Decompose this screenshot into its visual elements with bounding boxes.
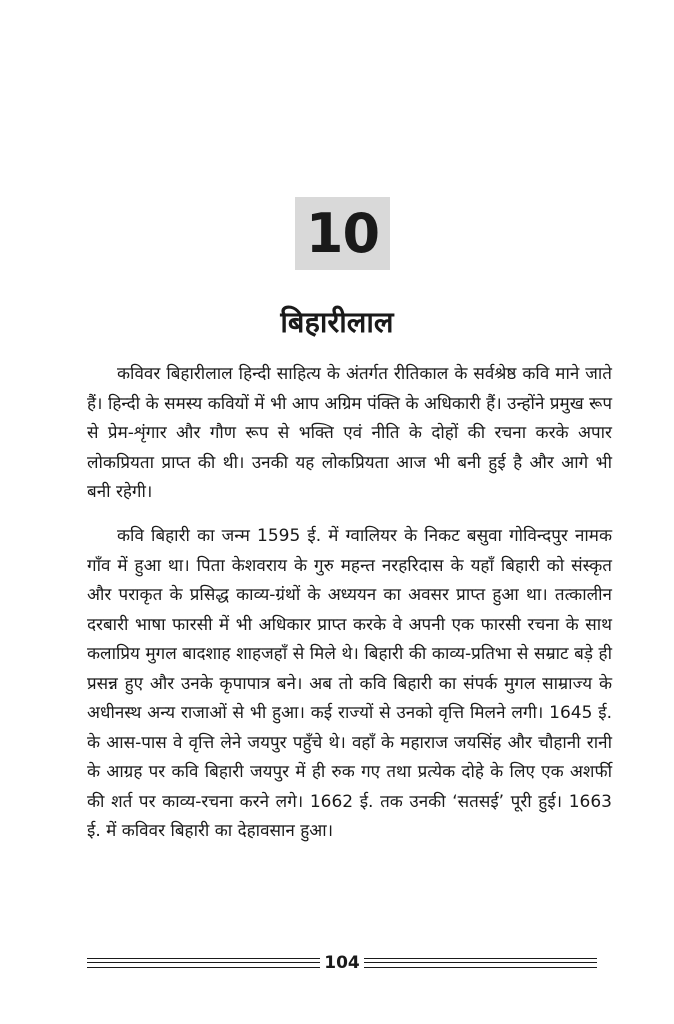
footer-rule-right (364, 958, 597, 968)
chapter-number-box (295, 197, 390, 270)
chapter-title: बिहारीलाल (280, 305, 394, 339)
page-number: 104 (324, 953, 360, 973)
footer-rule-left (87, 958, 320, 968)
page-footer (87, 952, 597, 974)
body-paragraph: कविवर बिहारीलाल हिन्दी साहित्य के अंतर्गत रीतिकाल के सर्वश्रेष्ठ कवि माने जाते हैं। हिन्दी के समस्य कवियों में भी आप अग्रिम पंक्ति के अधिकारी हैं। उन्होंने प्रमुख रूप से प्रेम-शृंगार और गौण रूप से भक्ति एवं नीति के दोहों की रचना करके अपार लोकप्रियता प्राप्त की थी। उनकी यह लोकप्रियता आज भी बनी हुई है और आगे भी बनी रहेगी। (87, 364, 612, 502)
body-paragraph: कवि बिहारी का जन्म 1595 ई. में ग्वालियर के निकट बसुवा गोविन्दपुर नामक गाँव में हुआ था। पिता केशवराय के गुरु महन्त नरहरिदास के यहाँ बिहारी को संस्कृत और पराकृत के प्रसिद्ध काव्य-ग्रंथों के अध्ययन का अवसर प्राप्त हुआ था। तत्कालीन दरबारी भाषा फारसी में भी अधिकार प्राप्त करके वे अपनी एक फारसी रचना के साथ कलाप्रिय मुगल बादशाह शाहजहाँ से मिले थे। बिहारी की काव्य-प्रतिभा से सम्राट बड़े ही प्रसन्न हुए और उनके कृपापात्र बने। अब तो कवि बिहारी का संपर्क मुगल साम्राज्य के अधीनस्थ अन्य राजाओं से भी हुआ। कई राज्यों से उनको वृत्ति मिलने लगी। 1645 ई. के आस-पास वे वृत्ति लेने जयपुर पहुँचे थे। वहाँ के महाराज जयसिंह और चौहानी रानी के आग्रह पर कवि बिहारी जयपुर में ही रुक गए तथा प्रत्येक दोहे के लिए एक अशर्फी की शर्त पर काव्य-रचना करने लगे। 1662 ई. तक उनकी ‘सतसई’ पूरी हुई। 1663 ई. में कविवर बिहारी का देहावसान हुआ। (87, 526, 612, 841)
chapter-number: 10 (305, 202, 380, 265)
